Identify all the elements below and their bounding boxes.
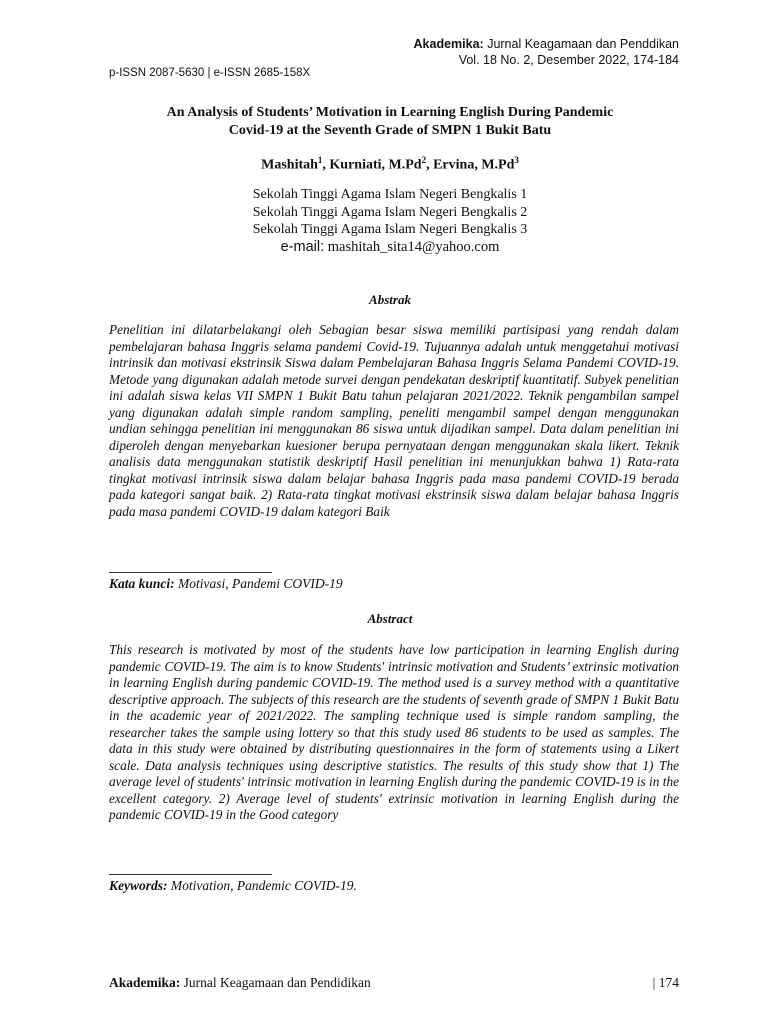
abstrak-body: Penelitian ini dilatarbelakangi oleh Sebagian besar siswa memiliki partisipasi yang rendah dalam pembelajaran bahasa Inggris selama pandemi Covid-19. Tujuannya adalah untuk menggetahui motivasi intrinsik dan motivasi ekstrinsik Siswa dalam Pembelajaran Bahasa Inggris Selama Pandemi COVID-19. Metode yang digunakan adalah metode survei dengan pendekatan deskriptif kuantitatif. Subyek penelitian ini adalah siswa kelas VII SMPN 1 Bukit Batu tahun pelajaran 2021/2022. Teknik pengambilan sampel yang digunakan adalah simple random sampling, peneliti mengambil sampel dengan menggunakan undian sehingga penelitian ini menggunakan 86 siswa untuk dijadikan sampel. Data dalam penelitian ini diperoleh dengan menyebarkan kuesioner berupa pernyataan dengan menggunakan skala likert. Teknik analisis data menggunakan statistik deskriptif Hasil penelitian ini menunjukkan bahwa 1) Rata-rata tingkat motivasi intrinsik siswa dalam belajar bahasa Inggris pada masa pandemi COVID-19 berada pada kategori sangat baik. 2) Rata-rata tingkat motivasi ekstrinsik siswa dalam belajar bahasa Inggris pada masa pandemi COVID-19 dalam kategori Baik [109, 322, 679, 519]
affiliation: Sekolah Tinggi Agama Islam Negeri Bengkalis 2 [252, 204, 528, 220]
journal-name: Akademika: [413, 37, 484, 51]
footer-journal-name: Akademika: [109, 975, 181, 990]
title-line-2: Covid-19 at the Seventh Grade of SMPN 1 Bukit Batu [228, 123, 552, 138]
keywords-value: Motivation, Pandemic COVID-19. [170, 878, 357, 893]
keywords-label: Keywords: [109, 878, 168, 893]
author-name: Mashitah [261, 157, 318, 173]
author-affil-mark: 1 [317, 155, 323, 165]
page-number: | 174 [652, 975, 679, 990]
author-name: Ervina, M.Pd [433, 157, 515, 173]
abstrak-keywords [109, 576, 343, 592]
affiliation: Sekolah Tinggi Agama Islam Negeri Bengkalis 1 [252, 187, 528, 202]
abstract-heading: Abstract [367, 611, 413, 626]
email-label: e-mail: [280, 238, 325, 255]
footer-journal-subtitle: Jurnal Keagamaan dan Pendidikan [183, 975, 371, 990]
keywords-divider [109, 572, 272, 573]
abstract-keywords [109, 878, 357, 894]
journal-subtitle: Jurnal Keagamaan dan Penddikan [487, 37, 679, 51]
affiliations [100, 186, 680, 256]
journal-header [414, 36, 679, 68]
author-list: Mashitah$^1$, Kurniati, M.Pd$^2$, Ervina, M.Pd$^3$ [261, 155, 519, 173]
author-affil-mark: 2 [421, 155, 427, 165]
abstract-body: This research is motivated by most of the students have low participation in learning English during pandemic COVID-19. The aim is to know Students' intrinsic motivation and Students’ extrinsic motivation in learning English during pandemic COVID-19. The method used is a survey method with a quantitative descriptive approach. The subjects of this research are the students of seventh grade of SMPN 1 Bukit Batu in the academic year of 2021/2022. The sampling technique used is simple random sampling, the researcher takes the sample using lottery so that this study used 86 students to be used as samples. The data in this study were obtained by distributing questionnaires in the form of statements using a Likert scale. Data analysis techniques using descriptive statistics. The results of this study show that 1) The average level of students' intrinsic motivation in learning English during the pandemic COVID-19 is in the excellent category. 2) Average level of students' extrinsic motivation in learning English during the pandemic COVID-19 in the Good category [109, 642, 679, 822]
email-address: mashitah_sita14@yahoo.com [327, 238, 500, 255]
title-line-1: An Analysis of Students’ Motivation in Learning English During Pandemic [166, 105, 614, 120]
keywords-divider [109, 874, 272, 875]
issn-info: p-ISSN 2087-5630 | e-ISSN 2685-158X [109, 67, 311, 79]
page-footer [109, 975, 679, 991]
paper-title [100, 104, 680, 140]
keywords-value: Motivasi, Pandemi COVID-19 [178, 576, 343, 591]
affiliation: Sekolah Tinggi Agama Islam Negeri Bengkalis 3 [252, 222, 528, 237]
author-name: Kurniati, M.Pd [329, 157, 422, 173]
keywords-label: Kata kunci: [109, 576, 175, 591]
abstrak-heading: Abstrak [369, 292, 411, 307]
volume-info: Vol. 18 No. 2, Desember 2022, 174-184 [458, 53, 679, 67]
author-affil-mark: 3 [514, 155, 519, 165]
